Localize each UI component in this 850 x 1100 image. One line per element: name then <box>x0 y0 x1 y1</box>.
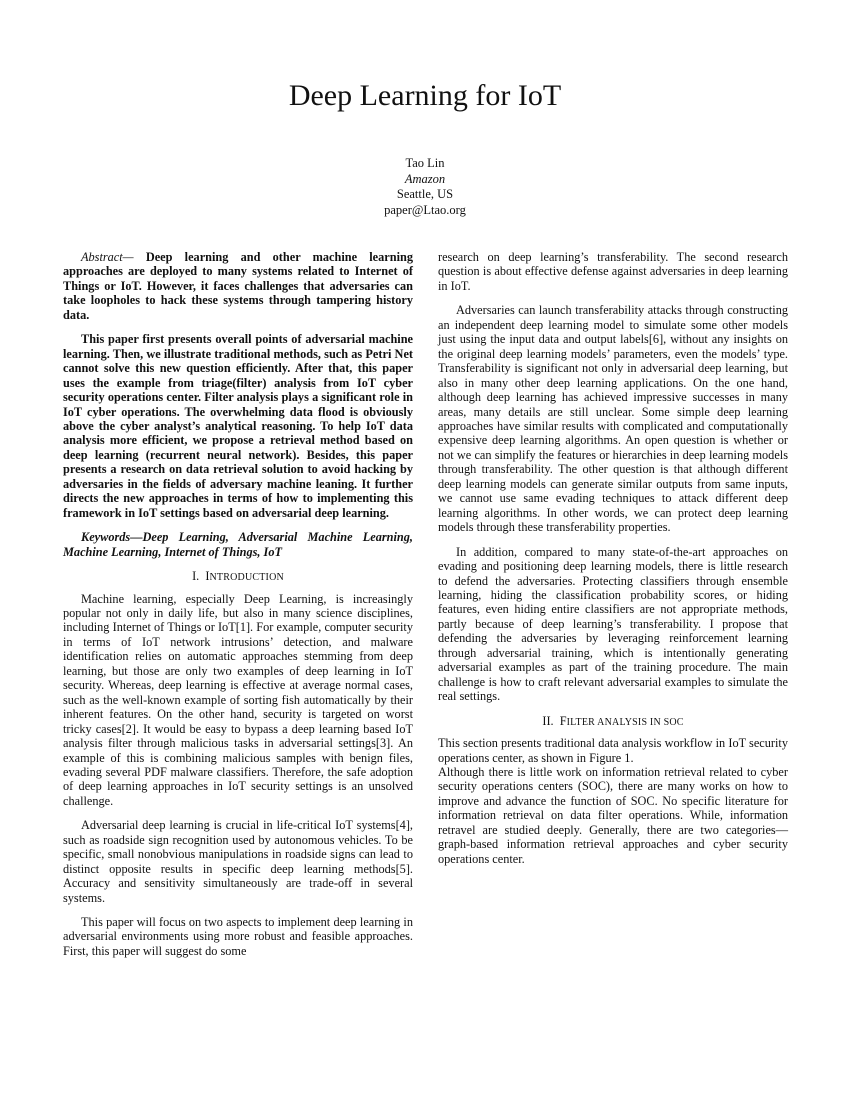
section-1-paragraph-1: Machine learning, especially Deep Learning, is increasingly popular not only in daily life, but also in many science disciplines, including Internet of Things or IoT[1]. For example, computer security in terms of IoT network intrusions’ detection, and malware identification relies on automatic approaches stemming from deep learning, but those are only two examples of deep learning in IoT security. Whereas, deep learning is effective at average normal cases, such as the well-known example of sorting fish automatically by their inherent features. On the other hand, security is targeted on worst tricky cases[2]. It would be easy to bypass a deep learning based IoT analysis filter through malicious tasks in adversarial settings[3]. An example of this is combining malicious samples with benign files, evading several PDF malware classifiers. Therefore, the safe adoption of deep learning approaches in IoT security settings is an unsolved challenge. <box>63 591 413 808</box>
section-1-paragraph-4: Adversaries can launch transferability attacks through constructing an independent deep learning model to simulate some other models just using the input data and output labels[6], without any insights on the original deep learning models’ parameters, even the models’ type. Transferability is significant not only in adversarial deep learning, but also in many other deep learning applications. On the one hand, although deep learning has achieved impressive successes in many areas, many details are still unclear. Some simple deep learning approaches have similar results with complicated and computationally expensive deep learning algorithms. An open question is whether or not we can simplify the features or hierarchies in deep learning models through transferability. The other question is that although different deep learning models can generate similar outputs from same inputs, we cannot use same evading techniques to attack different deep learning algorithms. In other words, we can protect deep learning models through these transferability properties. <box>438 303 788 535</box>
keywords: Keywords—Deep Learning, Adversarial Machine Learning, Machine Learning, Internet of Things, IoT <box>63 530 413 559</box>
right-column <box>438 250 788 866</box>
author-block <box>0 156 850 218</box>
paper-title: Deep Learning for IoT <box>288 79 562 112</box>
abstract-paragraph-2: This paper first presents overall points of adversarial machine learning. Then, we illustrate traditional methods, such as Petri Net cannot solve this new question efficiently. After that, this paper uses the example from triage(filter) analysis from IoT cyber security operations center. Filter analysis plays a significant role in IoT cyber operations. The overwhelming data flood is obviously above the cyber analyst’s analytical reasoning. To help IoT data analysis more efficient, we propose a retrieval method based on deep learning (recurrent neural network). Besides, this paper presents a research on data retrieval solution to avoid hacking by adversaries in the fields of adversary machine leaning. It further directs the new approaches in terms of how to implementing this framework in IoT settings based on adversarial deep learning. <box>63 332 413 520</box>
section-2-heading: II. FILTER ANALYSIS IN SOC <box>542 713 684 728</box>
abstract-lead: Abstract— <box>81 250 134 264</box>
abstract-text-1: Deep learning and other machine learning approaches are deployed to many systems related to Internet of Things or IoT. However, it faces challenges that adversaries can take loopholes to hack these systems through tampering history data. <box>63 250 413 322</box>
abstract-paragraph-1 <box>63 250 413 322</box>
section-1-paragraph-2: Adversarial deep learning is crucial in life-critical IoT systems[4], such as roadside sign recognition used by autonomous vehicles. To be specific, small nonobvious manipulations in roadside signs can lead to distinct opposite results in specific deep learning methods[5]. Accuracy and sensitivity simultaneously are trade-off in several systems. <box>63 818 413 905</box>
section-1-heading: I. INTRODUCTION <box>192 569 284 584</box>
author-affiliation: Amazon <box>404 171 446 186</box>
section-2-paragraph-1: This section presents traditional data analysis workflow in IoT security operations center, as shown in Figure 1. <box>438 736 788 765</box>
section-1-paragraph-3: This paper will focus on two aspects to implement deep learning in adversarial environments using more robust and feasible approaches. First, this paper will suggest do some <box>63 915 413 958</box>
section-1-paragraph-5: In addition, compared to many state-of-the-art approaches on evading and positioning deep learning models, there is little research to defend the adversaries. Protecting classifiers through ensemble learning, hiding the classification probability scores, or hiding features, even hiding entire classifiers are not appropriate methods, partly because of deep learning’s transferability. I propose that defending the adversaries by leveraging reinforcement learning through adversarial training, which is intentionally generating adversarial examples as part of the training procedure. The main challenge is how to craft relevant adversarial examples to simulate the real settings. <box>438 544 788 704</box>
author-name: Tao Lin <box>405 156 445 170</box>
section-2-paragraph-2: Although there is little work on information retrieval related to cyber security operations centers (SOC), there are many works on how to improve and advance the function of SOC. No specific literature for information retrieval on data filter operations. While, information retravel are studied deeply. Generally, there are two categories— graph-based information retrieval approaches and cyber security operations center. <box>438 764 788 866</box>
left-column <box>63 250 413 968</box>
section-1-paragraph-3-continued: research on deep learning’s transferability. The second research question is about effective defense against adversaries in deep learning in IoT. <box>438 250 788 293</box>
author-location: Seattle, US <box>396 187 454 201</box>
author-email: paper@Ltao.org <box>384 202 466 217</box>
